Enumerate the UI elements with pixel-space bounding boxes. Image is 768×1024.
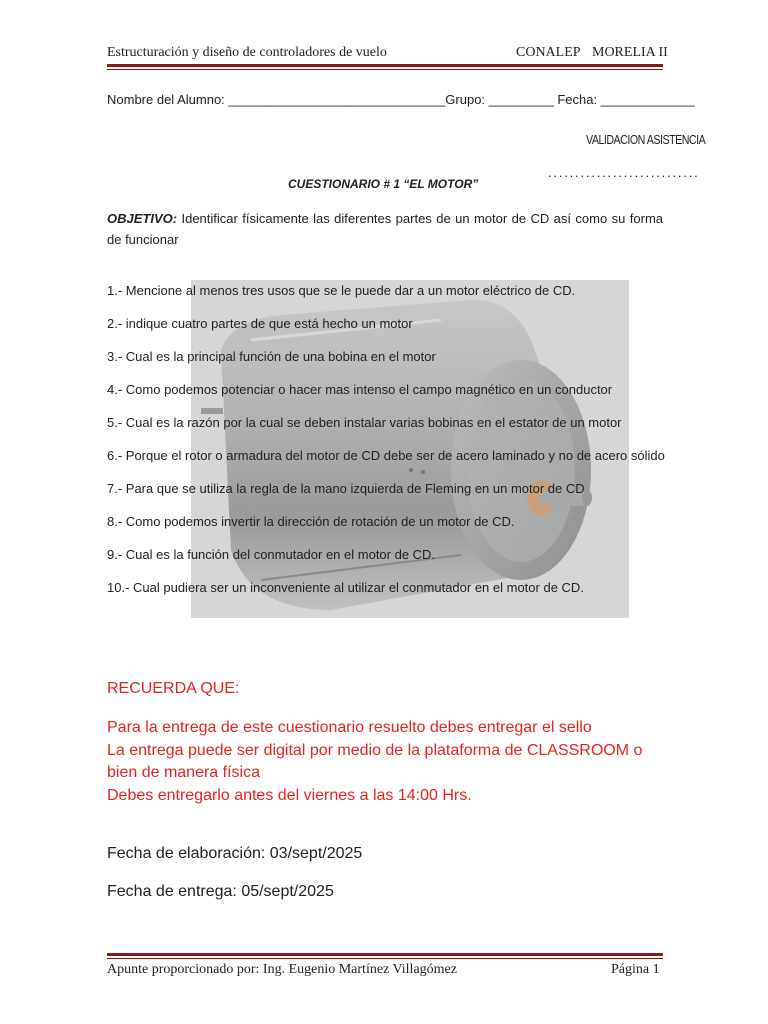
header-rule-thin [107,69,663,70]
delivery-date: Fecha de entrega: 05/sept/2025 [107,883,334,900]
question-item: 10.- Cual pudiera ser un inconveniente al utilizar el conmutador en el motor de CD. [107,580,584,595]
question-item: 6.- Porque el rotor o armadura del motor de CD debe ser de acero laminado y no de acero sólido [107,448,665,463]
header-course: Estructuración y diseño de controladores de vuelo [107,45,387,60]
question-list [107,283,665,613]
question-item: 9.- Cual es la función del conmutador en el motor de CD. [107,547,436,562]
header-rule [107,64,663,67]
question-item: 1.- Mencione al menos tres usos que se le puede dar a un motor eléctrico de CD. [107,283,576,298]
header-school: CONALEP [516,45,581,60]
footer-author: Apunte proporcionado por: Ing. Eugenio Martínez Villagómez [107,962,457,977]
objective [107,208,663,250]
objective-label: OBJETIVO: [107,211,178,226]
question-item: 2.- indique cuatro partes de que está hecho un motor [107,316,413,331]
page-title: CUESTIONARIO # 1 “EL MOTOR” [288,177,479,191]
reminder-notes [107,717,667,807]
header-campus: MORELIA II [592,45,668,60]
objective-text: Identificar físicamente las diferentes partes de un motor de CD así como su forma de funcionar [107,211,663,247]
attendance-label: VALIDACION ASISTENCIA [586,132,706,147]
reminder-line: La entrega puede ser digital por medio de la plataforma de CLASSROOM o bien de manera física [107,741,643,781]
student-info-line: Nombre del Alumno: ______________________________Grupo: _________ Fecha: _____________ [107,92,695,107]
attendance-dots: ............................ [548,165,700,180]
question-item: 4.- Como podemos potenciar o hacer mas intenso el campo magnético en un conductor [107,382,613,397]
question-item: 7.- Para que se utiliza la regla de la mano izquierda de Fleming en un motor de CD [107,481,585,496]
elaboration-date: Fecha de elaboración: 03/sept/2025 [107,845,363,862]
footer-rule-thin [107,958,663,959]
question-item: 8.- Como podemos invertir la dirección de rotación de un motor de CD. [107,514,515,529]
page-number: Página 1 [611,962,660,977]
reminder-line: Debes entregarlo antes del viernes a las 14:00 Hrs. [107,786,472,804]
question-item: 3.- Cual es la principal función de una bobina en el motor [107,349,436,364]
reminder-line: Para la entrega de este cuestionario resuelto debes entregar el sello [107,719,592,736]
footer-rule [107,953,663,956]
reminder-heading: RECUERDA QUE: [107,680,240,697]
question-item: 5.- Cual es la razón por la cual se deben instalar varias bobinas en el estator de un motor [107,415,622,430]
